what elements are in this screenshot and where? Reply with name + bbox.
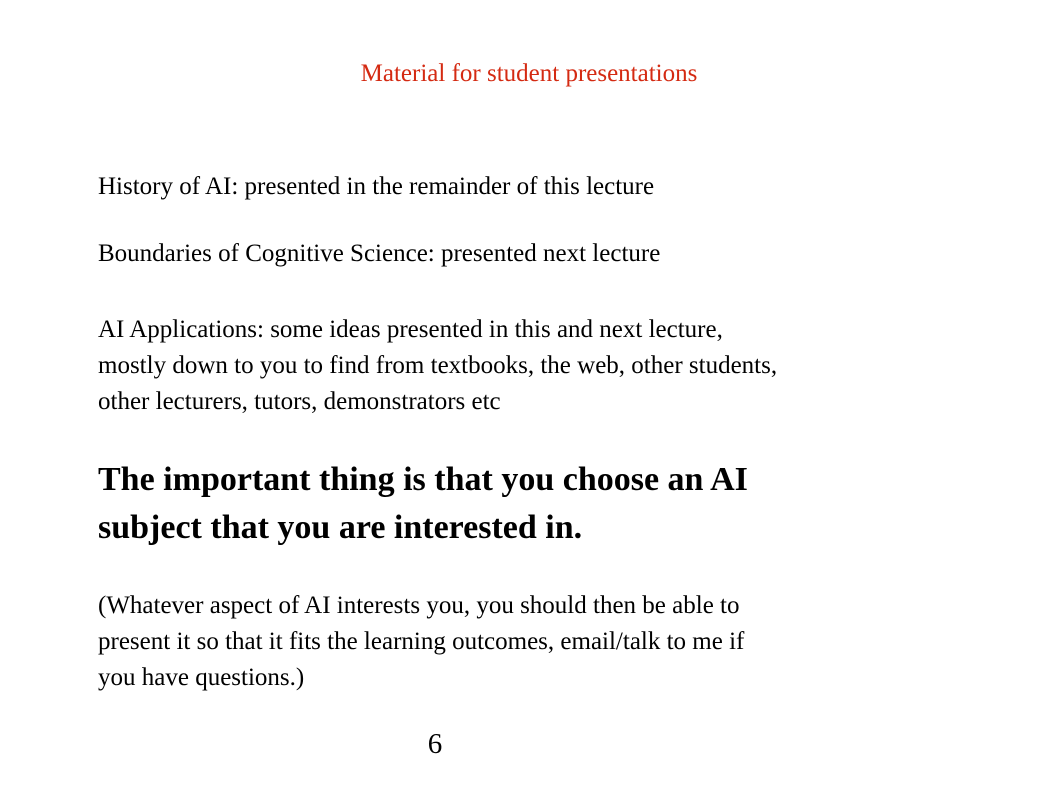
note-line: present it so that it fits the learning outcomes, email/talk to me if xyxy=(98,628,745,655)
applications-line: AI Applications: some ideas presented in this and next lecture, xyxy=(98,316,723,343)
applications-line: other lecturers, tutors, demonstrators etc xyxy=(98,388,501,415)
emphasis-line: The important thing is that you choose an AI xyxy=(98,461,748,498)
history-paragraph: History of AI: presented in the remainder of this lecture xyxy=(98,173,655,200)
applications-paragraph xyxy=(98,312,998,420)
emphasis-line: subject that you are interested in. xyxy=(98,509,583,546)
applications-line: mostly down to you to find from textbooks, the web, other students, xyxy=(98,352,778,379)
note-line: (Whatever aspect of AI interests you, you should then be able to xyxy=(98,592,740,619)
boundaries-paragraph: Boundaries of Cognitive Science: presented next lecture xyxy=(98,240,661,267)
emphasis-paragraph xyxy=(98,456,1018,552)
slide-title: Material for student presentations xyxy=(360,60,698,87)
page-number: 6 xyxy=(427,728,443,760)
note-paragraph xyxy=(98,588,998,696)
note-line: you have questions.) xyxy=(98,664,305,691)
